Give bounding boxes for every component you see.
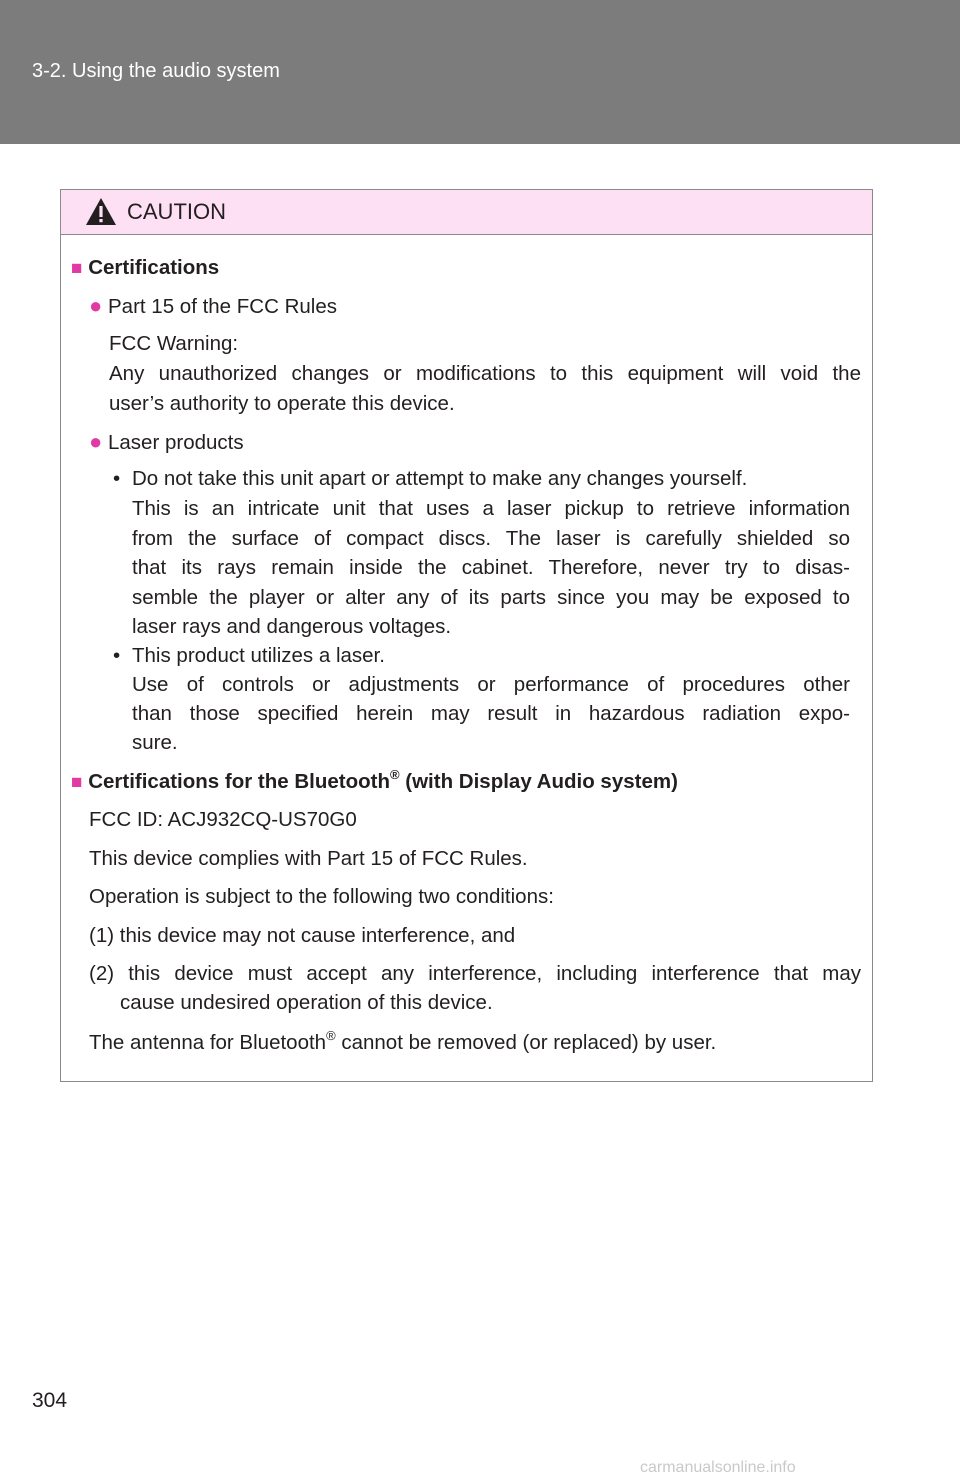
laser-text-line: sure. bbox=[132, 731, 178, 754]
laser-text-line: from the surface of compact discs. The laser is carefully shielded so bbox=[132, 527, 850, 550]
fcc-rules-item: ● Part 15 of the FCC Rules bbox=[89, 293, 338, 318]
section-title: 3-2. Using the audio system bbox=[32, 60, 280, 82]
caution-box bbox=[60, 189, 873, 1082]
registered-mark: ® bbox=[390, 767, 400, 782]
fcc-warning-text: Any unauthorized changes or modifications to this equipment will void the bbox=[109, 362, 861, 385]
complies-text: This device complies with Part 15 of FCC Rules. bbox=[89, 847, 528, 870]
laser-text-line: semble the player or alter any of its parts since you may be exposed to bbox=[132, 586, 850, 609]
bullet-dot-icon: • bbox=[113, 467, 121, 490]
laser-text-line: laser rays and dangerous voltages. bbox=[132, 615, 452, 638]
antenna-text: The antenna for Bluetooth® cannot be removed (or replaced) by user. bbox=[89, 1028, 717, 1054]
warning-triangle-icon bbox=[85, 197, 117, 226]
laser-text-line: that its rays remain inside the cabinet. Therefore, never try to disas- bbox=[132, 556, 850, 579]
laser-text-line: This product utilizes a laser. bbox=[132, 644, 385, 667]
circle-bullet-icon: ● bbox=[89, 429, 103, 454]
condition-2: (2) this device must accept any interference, including interference that may bbox=[89, 962, 861, 985]
laser-text-line: Do not take this unit apart or attempt to make any changes yourself. bbox=[132, 467, 748, 490]
laser-text-line: This is an intricate unit that uses a laser pickup to retrieve information bbox=[132, 497, 850, 520]
bullet-dot-icon: • bbox=[113, 644, 121, 667]
square-bullet-icon: ■ bbox=[71, 258, 83, 279]
watermark: carmanualsonline.info bbox=[640, 1459, 796, 1476]
fcc-warning-text: user’s authority to operate this device. bbox=[109, 392, 455, 415]
registered-mark: ® bbox=[326, 1028, 336, 1043]
condition-2: cause undesired operation of this device. bbox=[120, 991, 493, 1014]
laser-text-line: Use of controls or adjustments or performance of procedures other bbox=[132, 673, 850, 696]
conditions-intro: Operation is subject to the following two conditions: bbox=[89, 885, 554, 908]
header-bar bbox=[0, 0, 960, 144]
laser-text-line: than those specified herein may result in hazardous radiation expo- bbox=[132, 702, 850, 725]
laser-products-item: ● Laser products bbox=[89, 429, 244, 454]
caution-header bbox=[61, 190, 872, 235]
square-bullet-icon: ■ bbox=[71, 772, 83, 793]
caution-label: CAUTION bbox=[127, 199, 226, 224]
fcc-warning-label: FCC Warning: bbox=[109, 332, 239, 355]
condition-1: (1) this device may not cause interference, and bbox=[89, 924, 516, 947]
fcc-id: FCC ID: ACJ932CQ-US70G0 bbox=[89, 808, 357, 831]
bluetooth-heading: ■ Certifications for the Bluetooth® (with Display Audio system) bbox=[71, 767, 678, 793]
circle-bullet-icon: ● bbox=[89, 293, 103, 318]
certifications-heading: ■ Certifications bbox=[71, 256, 220, 279]
page-number: 304 bbox=[32, 1389, 68, 1412]
